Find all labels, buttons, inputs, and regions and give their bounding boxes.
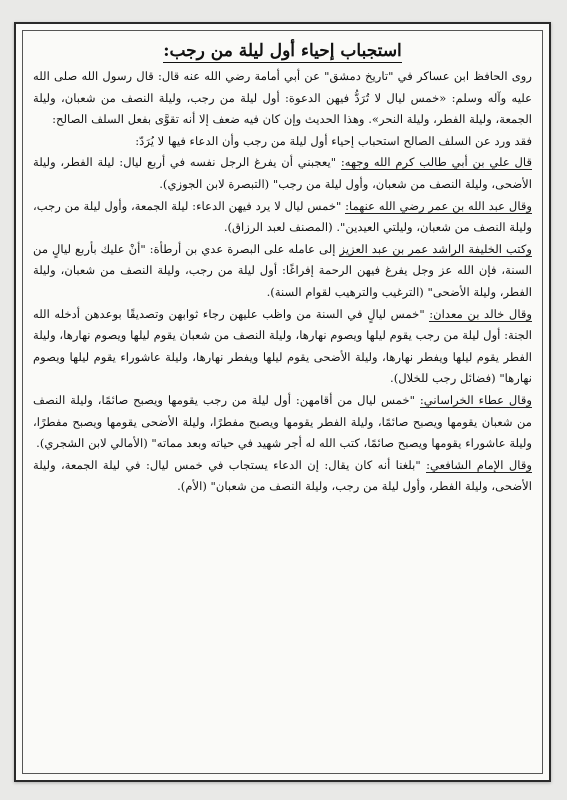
page-title <box>16 40 549 62</box>
paragraph-lead: وقال عبد الله بن عمر رضي الله عنهما: <box>345 198 532 213</box>
paragraph-ibn-umar <box>33 196 532 239</box>
paragraph-lead: وقال عطاء الخراساني: <box>419 392 532 407</box>
page-title-text: استجباب إحياء أول ليلة من رجب: <box>163 41 402 61</box>
paragraph-text: فقد ورد عن السلف الصالح استحباب إحياء أول ليلة من رجب وأن الدعاء فيها لا يُرَدّ: <box>135 133 532 148</box>
paragraph-khalid <box>33 304 532 390</box>
paragraph-shafii <box>33 455 532 498</box>
paragraph-text: إلى عامله على البصرة عدي بن أرطأة: "أنْ عليك بأربع ليالٍ من السنة، فإن الله عز وجل يفرغ فيهن الرحمة إفراغًا: أول ليلة من رجب، وليلة النصف من شعبان، وليلة الفطر، وليلة الأضحى" (الترغيب والترهيب لقوام السنة). <box>33 241 532 299</box>
paragraph-umar-abdulaziz <box>33 239 532 304</box>
paragraph-ata <box>33 390 532 455</box>
document-body <box>16 62 549 498</box>
paragraph-lead: وقال الإمام الشافعي: <box>426 457 532 472</box>
paragraph-text: "بلغنا أنه كان يقال: إن الدعاء يستجاب في خمس ليال: في ليلة الجمعة، وليلة الأضحى، وليلة الفطر، وأول ليلة من رجب، وليلة النصف من شعبان" (الأم). <box>33 457 532 494</box>
paragraph-text: "خمس ليالٍ في السنة من واظب عليهن رجاء ثوابهن وتصديقًا بوعدهن أدخله الله الجنة: أول ليلة من رجب يقوم ليلها ويصوم نهارها، وليلة النصف من شعبان يقوم ليلها ويصوم نهارها، وليلة الفطر يقوم ليلها ويفطر نهارها، وليلة الأضحى يقوم ليلها ويفطر نهارها، وليلة عاشوراء يقوم ليلها ويصوم نهارها" (فضائل رجب للخلال). <box>33 306 532 386</box>
paragraph-lead: قال علي بن أبي طالب كرم الله وجهه: <box>340 155 532 170</box>
paragraph-ali <box>33 152 532 195</box>
paragraph-text: "يعجبني أن يفرغ الرجل نفسه في أربع ليال: ليلة الفطر، وليلة الأضحى، وليلة النصف من شعبان، وأول ليلة من رجب" (التبصرة لابن الجوزي). <box>33 155 532 191</box>
paragraph-hadith <box>33 66 532 131</box>
paragraph-text: روى الحافظ ابن عساكر في "تاريخ دمشق" عن أبي أمامة رضي الله عنه قال: قال رسول الله صلى الله عليه وآله وسلم: «خمس ليال لا تُرَدُّ فيهن الدعوة: أول ليلة من رجب، وليلة النصف من شعبان، وليلة الجمعة، وليلة الفطر، وليلة النحر». وهذا الحديث وإن كان فيه ضعف إلا أنه تقوَّى بفعل السلف الصالح: <box>33 69 532 127</box>
paragraph-intro-salaf <box>33 131 532 153</box>
paragraph-text: "خمس ليال من أقامهن: أول ليلة من رجب يقومها ويصبح صائمًا، وليلة النصف من شعبان يقومها ويصبح صائمًا، وليلة الفطر يقومها ويصبح مفطرًا، وليلة الأضحى يقومها ويصبح مفطرًا، وليلة عاشوراء يقومها ويصبح صائمًا، كتب الله له أجر شهيد في حياته وبعد مماته" (الأمالي لابن الشجري). <box>33 392 532 451</box>
document-page <box>14 22 551 782</box>
paragraph-text: "خمس ليال لا يرد فيهن الدعاء: ليلة الجمعة، وأول ليلة من رجب، وليلة النصف من شعبان، وليلتي العيدين". (المصنف لعبد الرزاق). <box>33 198 532 235</box>
paragraph-lead: وقال خالد بن معدان: <box>429 306 533 321</box>
paragraph-lead: وكتب الخليفة الراشد عمر بن عبد العزيز <box>339 241 532 256</box>
